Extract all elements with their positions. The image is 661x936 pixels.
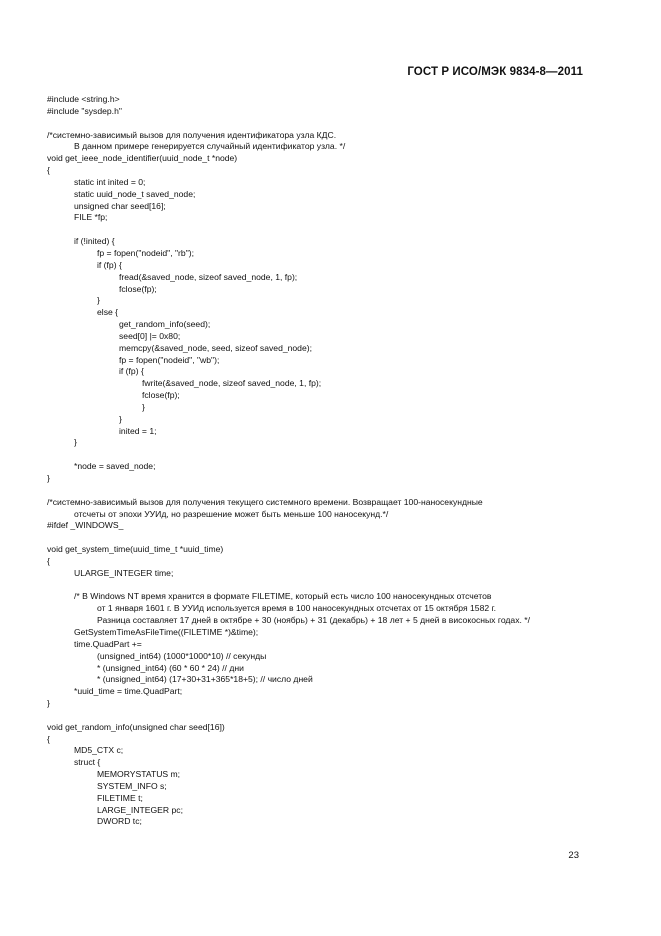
code-line: /*системно-зависимый вызов для получения идентификатора узла КДС.: [47, 129, 337, 140]
code-line: void get_ieee_node_identifier(uuid_node_t *node): [47, 153, 238, 164]
code-line: }: [74, 437, 77, 448]
code-line: }: [47, 698, 50, 709]
code-line: void get_random_info(unsigned char seed[16]): [47, 721, 225, 732]
code-line: fread(&saved_node, sizeof saved_node, 1, fp);: [119, 271, 298, 282]
code-line: }: [119, 413, 122, 424]
code-line: (unsigned_int64) (1000*1000*10) // секунды: [97, 650, 267, 661]
code-line: seed[0] |= 0x80;: [119, 330, 181, 341]
code-line: }: [97, 295, 100, 306]
code-line: [47, 580, 607, 592]
code-line: В данном примере генерируется случайный идентификатор узла. */: [74, 141, 346, 152]
code-line: отсчеты от эпохи УУИд, но разрешение может быть меньше 100 наносекунд.*/: [74, 508, 389, 519]
code-line: {: [47, 555, 50, 566]
code-line: MEMORYSTATUS m;: [97, 769, 181, 780]
page-number: 23: [568, 850, 579, 861]
code-line: void get_system_time(uuid_time_t *uuid_time): [47, 544, 224, 555]
code-line: FILETIME t;: [97, 792, 143, 803]
code-line: *node = saved_node;: [74, 461, 156, 472]
code-line: [47, 485, 607, 497]
code-line: if (fp) {: [119, 366, 144, 377]
code-line: [47, 118, 607, 130]
code-line: [47, 224, 607, 236]
code-line: [47, 449, 607, 461]
code-line: }: [47, 473, 50, 483]
code-line: #include <string.h>: [47, 94, 120, 104]
code-line: unsigned char seed[16];: [74, 200, 166, 211]
code-line: LARGE_INTEGER pc;: [97, 804, 183, 815]
code-line: else {: [97, 307, 119, 318]
code-line: DWORD tc;: [97, 816, 142, 827]
code-line: MD5_CTX c;: [74, 745, 124, 756]
code-line: fp = fopen("nodeid", "wb");: [119, 354, 220, 365]
code-line: FILE *fp;: [74, 212, 108, 223]
code-line: fclose(fp);: [119, 283, 157, 294]
code-line: fwrite(&saved_node, sizeof saved_node, 1, fp);: [142, 378, 322, 389]
code-line: if (fp) {: [97, 259, 122, 270]
code-line: get_random_info(seed);: [119, 319, 211, 330]
code-line: #ifdef _WINDOWS_: [47, 520, 124, 531]
code-line: Разница составляет 17 дней в октябре + 30 (ноябрь) + 31 (декабрь) + 18 лет + 5 дней в високосных годах. */: [97, 615, 531, 626]
code-line: fp = fopen("nodeid", "rb");: [97, 247, 195, 258]
code-listing: [47, 94, 607, 828]
code-line: /* В Windows NT время хранится в формате FILETIME, который есть число 100 наносекундных отсчетов: [74, 591, 492, 602]
code-line: GetSystemTimeAsFileTime((FILETIME *)&time);: [74, 626, 259, 637]
code-line: inited = 1;: [119, 425, 157, 436]
code-line: [47, 710, 607, 722]
code-line: * (unsigned_int64) (60 * 60 * 24) // дни: [97, 662, 244, 673]
code-line: *uuid_time = time.QuadPart;: [74, 686, 183, 697]
code-line: }: [142, 401, 145, 412]
code-line: /*системно-зависимый вызов для получения текущего системного времени. Возвращает 100-наносекундные: [47, 496, 483, 507]
code-line: * (unsigned_int64) (17+30+31+365*18+5); // число дней: [97, 674, 313, 685]
code-line: ULARGE_INTEGER time;: [74, 567, 174, 578]
code-line: fclose(fp);: [142, 390, 180, 401]
code-line: static uuid_node_t saved_node;: [74, 188, 196, 199]
code-line: #include "sysdep.h": [47, 105, 122, 116]
code-line: memcpy(&saved_node, seed, sizeof saved_node);: [119, 342, 312, 353]
standard-designation: ГОСТ Р ИСО/МЭК 9834-8—2011: [407, 66, 583, 78]
code-line: struct {: [74, 757, 101, 768]
code-line: [47, 532, 607, 544]
code-line: {: [47, 165, 50, 176]
code-line: static int inited = 0;: [74, 176, 146, 187]
code-line: if (!inited) {: [74, 236, 115, 247]
code-line: SYSTEM_INFO s;: [97, 780, 167, 791]
code-line: time.QuadPart +=: [74, 638, 142, 649]
code-line: {: [47, 733, 50, 744]
code-line: от 1 января 1601 г. В УУИд используется время в 100 наносекундных отсчетах от 15 октября 1582 г.: [97, 603, 496, 614]
